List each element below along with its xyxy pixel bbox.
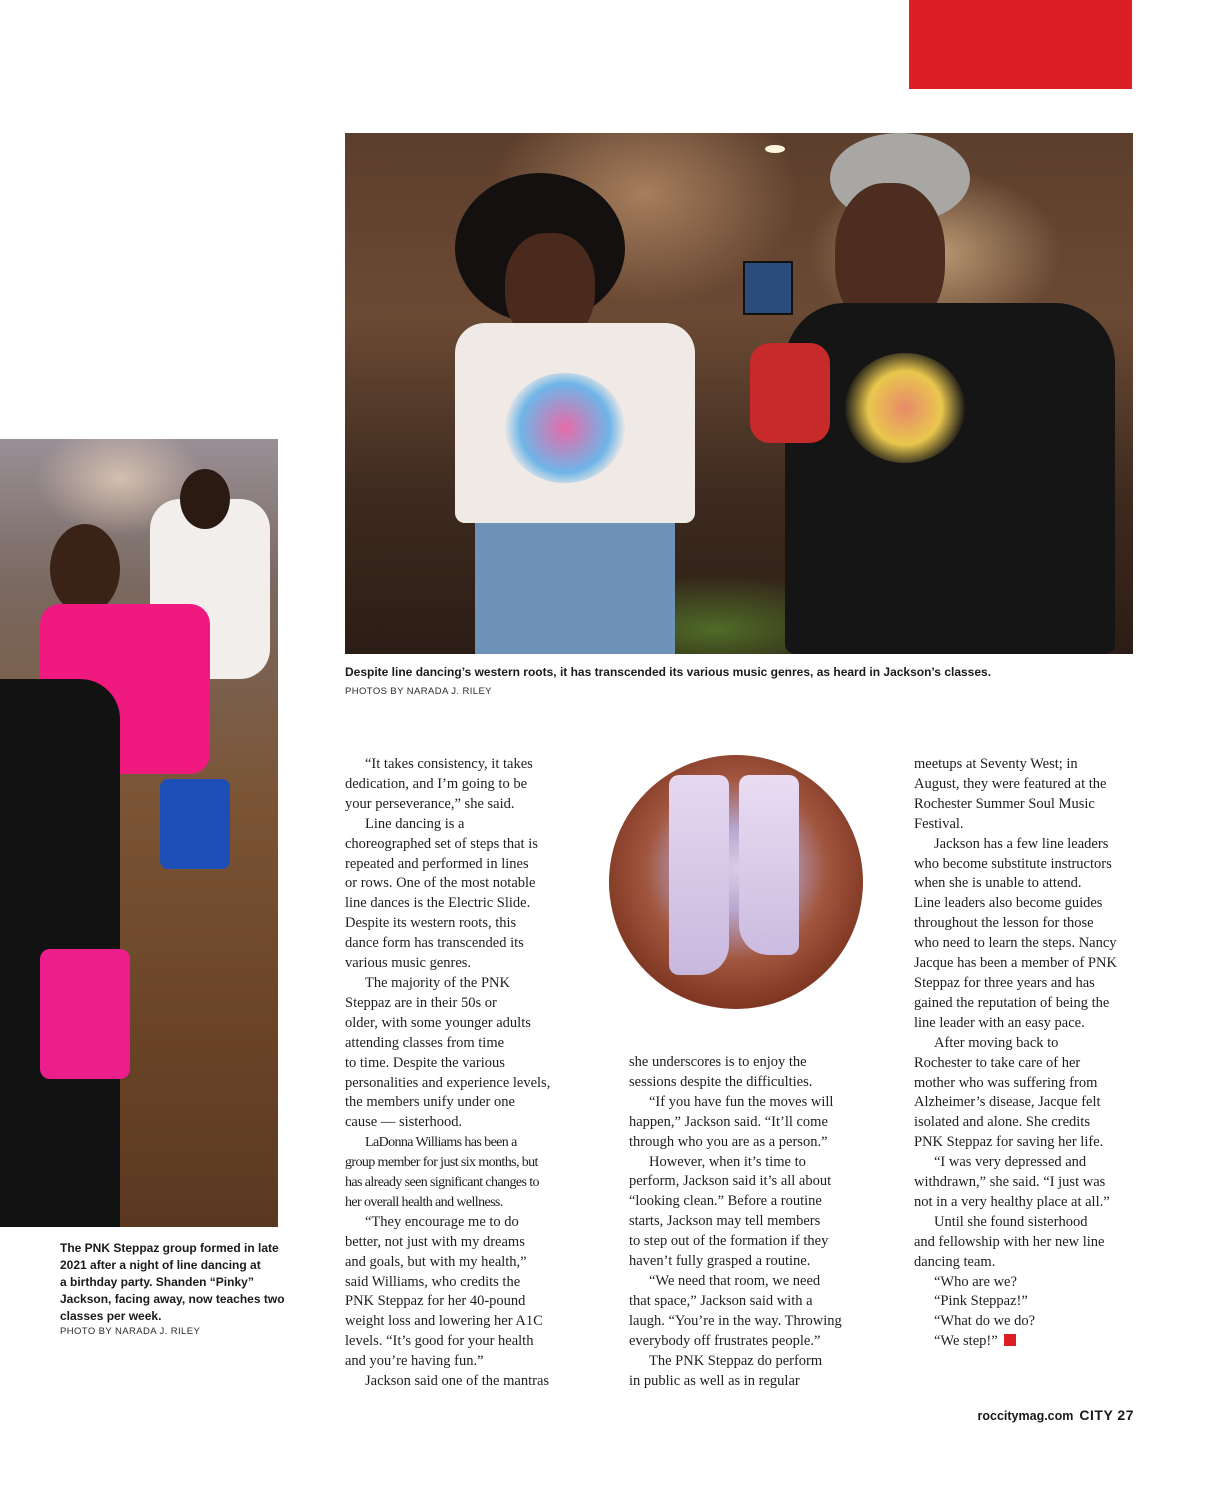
text-line: levels. “It’s good for your health: [345, 1333, 534, 1350]
background-dancer-head: [180, 469, 230, 529]
page-footer: [900, 1407, 1134, 1425]
text-line: The PNK Steppaz do perform: [649, 1352, 823, 1369]
caption-line: a birthday party. Shanden “Pinky”: [60, 1275, 254, 1289]
text-line: to step out of the formation if they: [629, 1233, 829, 1250]
text-line: she underscores is to enjoy the: [629, 1054, 807, 1070]
text-line: who need to learn the steps. Nancy: [914, 935, 1117, 952]
background-dancer: [750, 343, 830, 443]
article-paragraph: [914, 755, 1136, 835]
article-paragraph: [345, 1133, 570, 1213]
text-line: choreographed set of steps that is: [345, 835, 538, 852]
text-line: and you’re having fun.”: [345, 1353, 484, 1370]
text-line: Line dancing is a: [365, 815, 465, 832]
tv-screen: [743, 261, 793, 315]
text-line: “Pink Steppaz!”: [934, 1293, 1028, 1310]
article-paragraph: [914, 1153, 1136, 1213]
text-line: everybody off frustrates people.”: [629, 1332, 821, 1349]
text-line: After moving back to: [934, 1034, 1059, 1051]
text-line: group member for just six months, but: [345, 1155, 538, 1171]
text-line: “If you have fun the moves will: [649, 1093, 834, 1110]
text-line: PNK Steppaz for saving her life.: [914, 1134, 1104, 1151]
blue-boots: [160, 779, 230, 869]
text-line: “We need that room, we need: [649, 1272, 821, 1289]
end-of-article-mark: [1004, 1334, 1016, 1346]
text-line: Rochester Summer Soul Music: [914, 795, 1095, 812]
dancer-left-jeans: [475, 523, 675, 654]
text-line: attending classes from time: [345, 1034, 505, 1051]
text-line: starts, Jackson may tell members: [629, 1213, 821, 1230]
main-photo-caption: Despite line dancing’s western roots, it has transcended its various music genres, as heard in Jackson’s classes.: [345, 665, 992, 679]
boot-right: [739, 775, 799, 955]
text-line: gained the reputation of being the: [914, 994, 1110, 1011]
article-paragraph: [629, 1053, 859, 1093]
article-column-2: [629, 1053, 859, 1391]
ceiling-light: [765, 145, 785, 153]
article-paragraph: [629, 1352, 859, 1392]
text-line: or rows. One of the most notable: [345, 875, 536, 892]
text-line: Steppaz for three years and has: [914, 974, 1095, 991]
text-line: “We step!”: [934, 1333, 998, 1350]
article-paragraph: [345, 755, 570, 815]
text-line: withdrawn,” she said. “I just was: [914, 1174, 1106, 1191]
text-line: “It takes consistency, it takes: [365, 756, 533, 772]
article-paragraph: [914, 1292, 1136, 1312]
dancer-pink-head: [50, 524, 120, 614]
text-line: the members unify under one: [345, 1094, 515, 1111]
text-line: personalities and experience levels,: [345, 1074, 551, 1091]
text-line: dancing team.: [914, 1253, 996, 1270]
text-line: haven’t fully grasped a routine.: [629, 1253, 811, 1270]
article-paragraph: [345, 815, 570, 974]
text-line: has already seen significant changes to: [345, 1175, 539, 1191]
text-line: mother who was suffering from: [914, 1074, 1098, 1091]
caption-line: The PNK Steppaz group formed in late: [60, 1241, 279, 1255]
boot-left: [669, 775, 729, 975]
text-line: dedication, and I’m going to be: [345, 775, 528, 792]
text-line: said Williams, who credits the: [345, 1273, 521, 1290]
line-dancers-photo: [345, 133, 1133, 654]
text-line: who become substitute instructors: [914, 855, 1112, 872]
article-paragraph: [345, 1213, 570, 1372]
text-line: perform, Jackson said it’s all about: [629, 1173, 832, 1190]
text-line: dance form has transcended its: [345, 935, 524, 952]
site-url: roccitymag.com: [977, 1409, 1074, 1423]
text-line: isolated and alone. She credits: [914, 1114, 1090, 1131]
text-line: laugh. “You’re in the way. Throwing: [629, 1312, 842, 1329]
text-line: “I was very depressed and: [934, 1154, 1087, 1171]
article-paragraph: [345, 1372, 570, 1392]
text-line: “What do we do?: [934, 1313, 1036, 1330]
text-line: better, not just with my dreams: [345, 1233, 525, 1250]
pnk-steppaz-group-photo: [0, 439, 278, 1227]
text-line: meetups at Seventy West; in: [914, 756, 1078, 772]
text-line: “Who are we?: [934, 1273, 1017, 1290]
fringe-boots-photo: [609, 755, 863, 1009]
caption-line: classes per week.: [60, 1309, 162, 1323]
article-paragraph: [914, 1213, 1136, 1273]
text-line: throughout the lesson for those: [914, 915, 1094, 932]
text-line: older, with some younger adults: [345, 1014, 531, 1031]
text-line: repeated and performed in lines: [345, 855, 529, 872]
text-line: through who you are as a person.”: [629, 1133, 828, 1150]
article-paragraph: [629, 1093, 859, 1153]
text-line: Jacque has been a member of PNK: [914, 955, 1117, 972]
shirt-graphic: [505, 373, 625, 483]
main-photo-credit: PHOTOS BY NARADA J. RILEY: [345, 686, 492, 697]
dancer-right-shirt: [785, 303, 1115, 654]
article-paragraph: [629, 1272, 859, 1352]
text-line: LaDonna Williams has been a: [365, 1135, 517, 1151]
text-line: Festival.: [914, 815, 964, 832]
article-paragraph: [914, 1332, 1136, 1352]
article-paragraph: [345, 974, 570, 1133]
article-paragraph: [629, 1153, 859, 1272]
article-paragraph: [914, 1273, 1136, 1293]
side-photo-caption: [60, 1240, 285, 1325]
article-column-1: [345, 755, 570, 1392]
text-line: “looking clean.” Before a routine: [629, 1193, 822, 1210]
side-photo-credit: PHOTO BY NARADA J. RILEY: [60, 1326, 201, 1337]
text-line: Steppaz are in their 50s or: [345, 994, 497, 1011]
text-line: various music genres.: [345, 955, 472, 972]
section-color-tab: [909, 0, 1132, 89]
caption-line: 2021 after a night of line dancing at: [60, 1258, 261, 1272]
text-line: in public as well as in regular: [629, 1372, 800, 1389]
text-line: cause — sisterhood.: [345, 1114, 463, 1131]
text-line: However, when it’s time to: [649, 1153, 806, 1170]
article-column-3: [914, 755, 1136, 1352]
article-paragraph: [914, 1312, 1136, 1332]
text-line: Line leaders also become guides: [914, 895, 1103, 912]
text-line: when she is unable to attend.: [914, 875, 1082, 892]
text-line: and fellowship with her new line: [914, 1233, 1105, 1250]
text-line: Until she found sisterhood: [934, 1213, 1088, 1230]
text-line: and goals, but with my health,”: [345, 1253, 527, 1270]
text-line: sessions despite the difficulties.: [629, 1073, 813, 1090]
text-line: happen,” Jackson said. “It’ll come: [629, 1113, 828, 1130]
text-line: her overall health and wellness.: [345, 1194, 503, 1210]
text-line: “They encourage me to do: [365, 1213, 519, 1230]
text-line: line leader with an easy pace.: [914, 1014, 1085, 1031]
caption-line: Jackson, facing away, now teaches two: [60, 1292, 285, 1306]
article-paragraph: [914, 1034, 1136, 1153]
text-line: Despite its western roots, this: [345, 915, 517, 932]
article-paragraph: [914, 835, 1136, 1034]
text-line: weight loss and lowering her A1C: [345, 1313, 543, 1330]
text-line: PNK Steppaz for her 40-pound: [345, 1293, 526, 1310]
shirt-graphic: [845, 353, 965, 463]
text-line: not in a very healthy place at all.”: [914, 1193, 1110, 1210]
page-number: CITY 27: [1079, 1407, 1134, 1423]
text-line: Rochester to take care of her: [914, 1054, 1081, 1071]
text-line: your perseverance,” she said.: [345, 795, 515, 812]
text-line: to time. Despite the various: [345, 1054, 505, 1071]
text-line: that space,” Jackson said with a: [629, 1292, 813, 1309]
text-line: Jackson said one of the mantras: [365, 1373, 550, 1390]
text-line: Alzheimer’s disease, Jacque felt: [914, 1094, 1101, 1111]
text-line: line dances is the Electric Slide.: [345, 895, 531, 912]
text-line: The majority of the PNK: [365, 974, 510, 991]
pink-boots: [40, 949, 130, 1079]
text-line: August, they were featured at the: [914, 775, 1107, 792]
text-line: Jackson has a few line leaders: [934, 835, 1109, 852]
